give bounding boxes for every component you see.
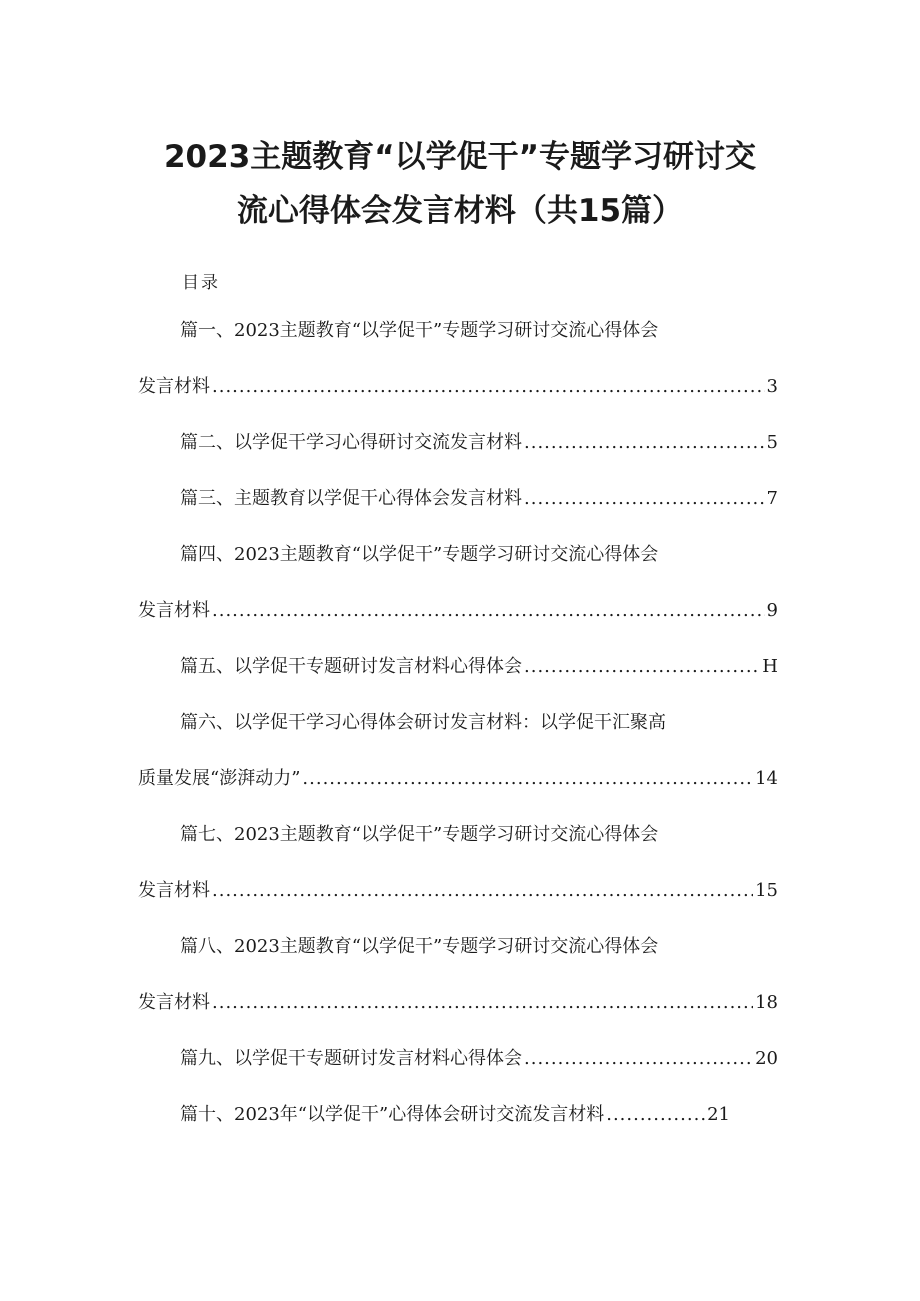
toc-item-8-text: 发言材料 xyxy=(138,992,210,1013)
toc-item-1-text: 发言材料 xyxy=(138,376,210,397)
toc-item-5-text: 篇五、以学促干专题研讨发言材料心得体会 xyxy=(180,656,522,677)
toc-item-7-text: 发言材料 xyxy=(138,880,210,901)
toc-leader-dots xyxy=(212,602,765,620)
toc-leader-dots xyxy=(606,1106,705,1124)
toc-item-8-line-2 xyxy=(138,994,778,1012)
toc-item-1-page: 3 xyxy=(766,376,778,397)
toc-item-7-page: 15 xyxy=(755,880,778,901)
toc-item-6-line-2 xyxy=(138,770,778,788)
toc-item-2-page: 5 xyxy=(766,432,778,453)
toc-leader-dots xyxy=(302,770,753,788)
toc-leader-dots xyxy=(524,434,765,452)
toc-item-6-text: 质量发展“澎湃动力” xyxy=(138,768,301,789)
toc-item-9-text: 篇九、以学促干专题研讨发言材料心得体会 xyxy=(180,1048,522,1069)
toc-item-3-text: 篇三、主题教育以学促干心得体会发言材料 xyxy=(180,488,522,509)
toc-item-10 xyxy=(180,1106,730,1124)
toc-leader-dots xyxy=(524,1050,753,1068)
toc-heading: 目录 xyxy=(182,273,220,293)
toc-item-10-text: 篇十、2023年“以学促干”心得体会研讨交流发言材料 xyxy=(180,1104,605,1125)
toc-item-4-line-2 xyxy=(138,602,778,620)
toc-item-2-text: 篇二、以学促干学习心得研讨交流发言材料 xyxy=(180,432,522,453)
toc-item-3 xyxy=(180,490,778,508)
toc-leader-dots xyxy=(524,658,760,676)
toc-item-1-line-2 xyxy=(138,378,778,396)
toc-leader-dots xyxy=(212,378,765,396)
toc-leader-dots xyxy=(212,882,753,900)
toc-leader-dots xyxy=(524,490,765,508)
toc-item-5-page: H xyxy=(762,656,778,677)
toc-item-2 xyxy=(180,434,778,452)
toc-item-8-page: 18 xyxy=(755,992,778,1013)
toc-item-4-page: 9 xyxy=(766,600,778,621)
toc-item-8-line-1: 篇八、2023主题教育“以学促干”专题学习研讨交流心得体会 xyxy=(180,936,659,957)
toc-item-6-line-1: 篇六、以学促干学习心得体会研讨发言材料：以学促干汇聚高 xyxy=(180,712,666,733)
toc-item-4-line-1: 篇四、2023主题教育“以学促干”专题学习研讨交流心得体会 xyxy=(180,544,659,565)
toc-item-9 xyxy=(180,1050,778,1068)
toc-item-7-line-1: 篇七、2023主题教育“以学促干”专题学习研讨交流心得体会 xyxy=(180,824,659,845)
toc-item-7-line-2 xyxy=(138,882,778,900)
toc-leader-dots xyxy=(212,994,753,1012)
toc-item-10-page: 21 xyxy=(707,1104,730,1125)
toc-item-6-page: 14 xyxy=(755,768,778,789)
toc-item-3-page: 7 xyxy=(766,488,778,509)
toc-item-5 xyxy=(180,658,778,676)
document-title-line-1: 2023主题教育“以学促干”专题学习研讨交 xyxy=(163,139,757,175)
document-title-line-2: 流心得体会发言材料（共15篇） xyxy=(236,193,684,229)
toc-item-4-text: 发言材料 xyxy=(138,600,210,621)
toc-item-1-line-1: 篇一、2023主题教育“以学促干”专题学习研讨交流心得体会 xyxy=(180,320,659,341)
toc-item-9-page: 20 xyxy=(755,1048,778,1069)
